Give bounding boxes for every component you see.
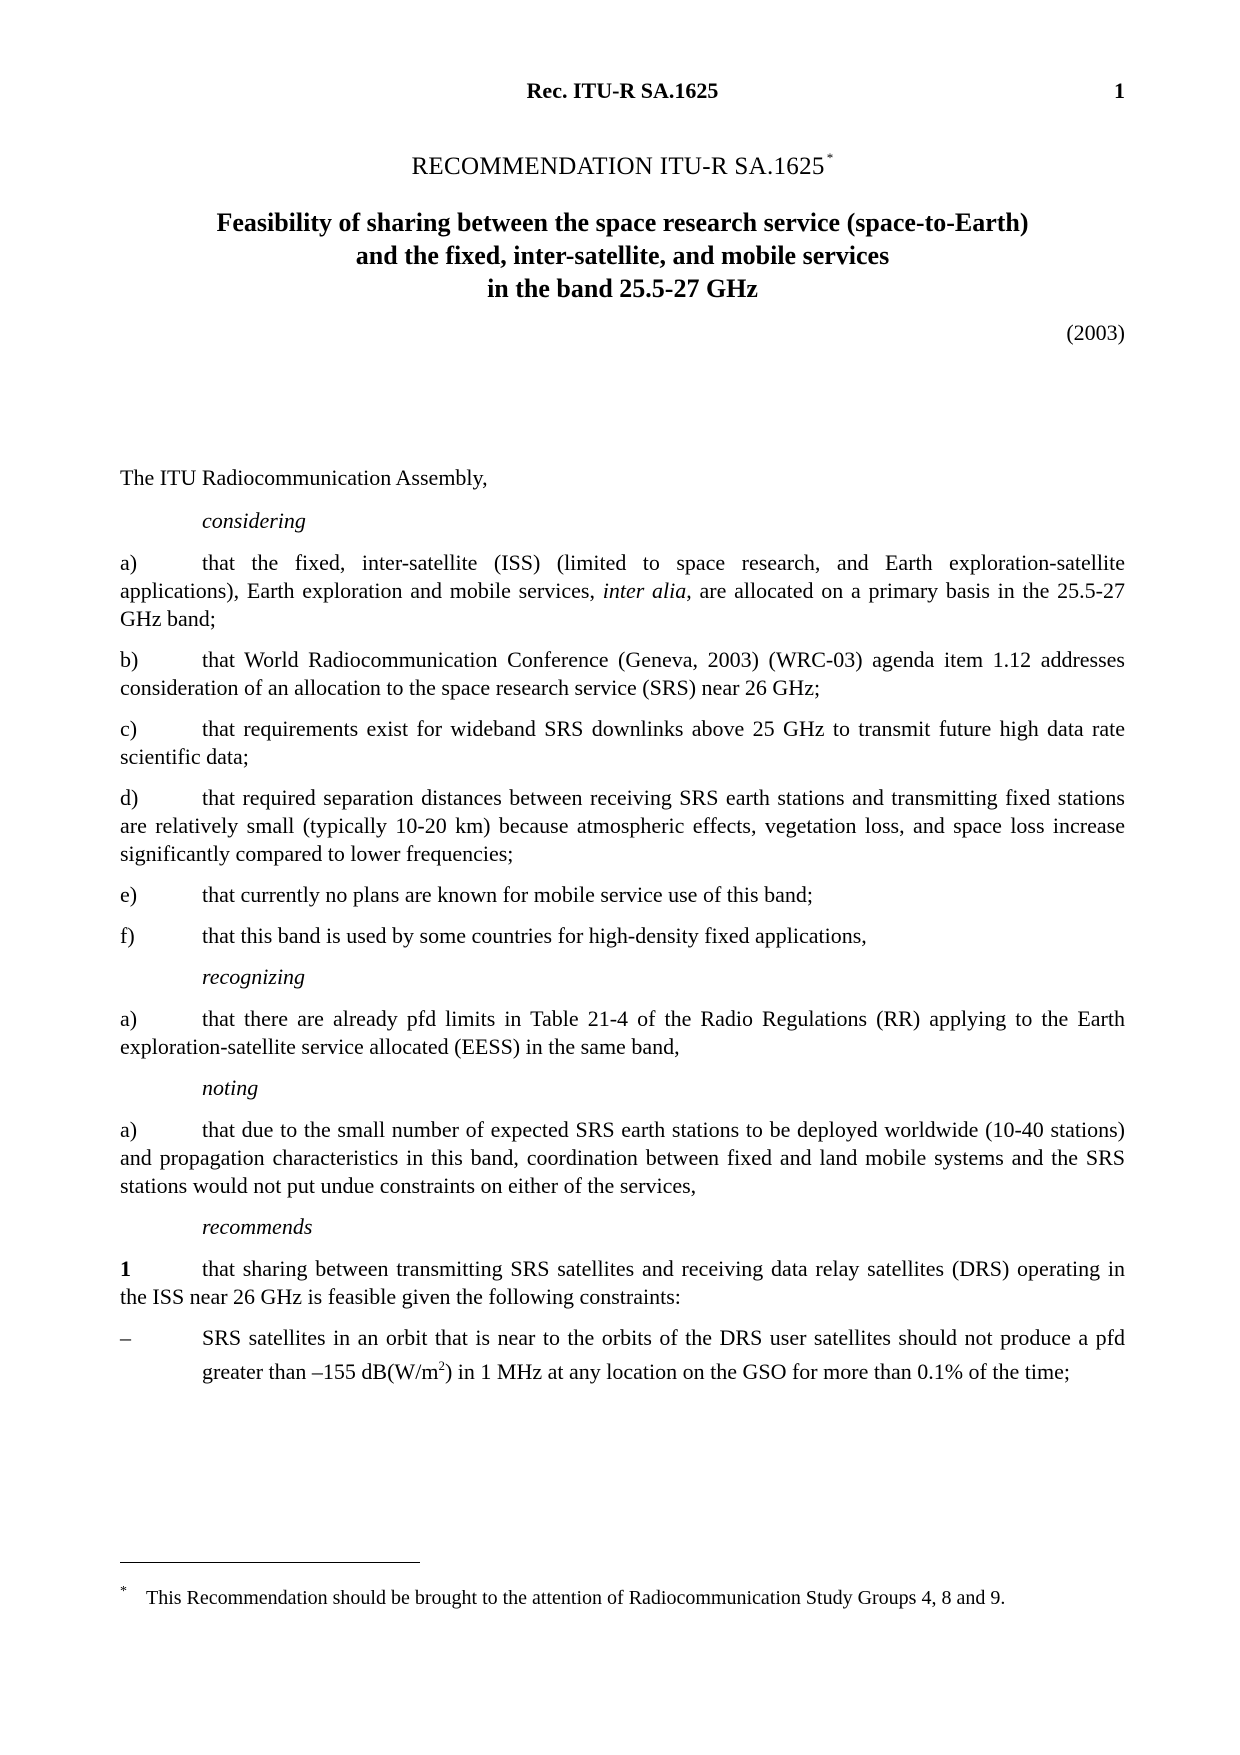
considering-item	[120, 881, 1125, 909]
item-label: a)	[120, 550, 138, 575]
title-line: Feasibility of sharing between the space research service (space-to-Earth)	[216, 208, 1029, 237]
considering-item	[120, 549, 1125, 633]
title-line: in the band 25.5-27 GHz	[487, 274, 758, 303]
running-title: Rec. ITU-R SA.1625	[526, 78, 719, 103]
running-header	[120, 78, 1125, 108]
item-emphasis: inter alia	[602, 578, 687, 603]
considering-item	[120, 784, 1125, 868]
document-title	[120, 206, 1125, 305]
noting-item	[120, 1116, 1125, 1200]
bullet-text-start: SRS satellites in an orbit that is near to the orbits of the DRS user satellites should not produce a pfd greater than –155 dB(W/m	[202, 1325, 1125, 1384]
page-number: 1	[1114, 78, 1125, 103]
dash-marker: –	[120, 1325, 131, 1350]
approval-year: (2003)	[1066, 320, 1125, 345]
considering-heading: considering	[202, 508, 306, 533]
considering-item	[120, 646, 1125, 702]
item-text: that sharing between transmitting SRS satellites and receiving data relay satellites (DRS) operating in the ISS near 26 GHz is feasible given the following constraints:	[120, 1256, 1125, 1309]
considering-item	[120, 922, 1125, 950]
recognizing-item	[120, 1005, 1125, 1061]
item-text: that this band is used by some countries for high-density fixed applications,	[202, 923, 867, 948]
item-label: d)	[120, 785, 139, 810]
bullet-text	[202, 1324, 1125, 1386]
item-text: that there are already pfd limits in Table 21-4 of the Radio Regulations (RR) applying to the Earth exploration-satellite service allocated (EESS) in the same band,	[120, 1006, 1125, 1059]
item-label: e)	[120, 882, 138, 907]
assembly-intro: The ITU Radiocommunication Assembly,	[120, 465, 488, 490]
constraint-bullet	[120, 1324, 1125, 1386]
recommends-heading: recommends	[202, 1214, 313, 1239]
recommends-item	[120, 1255, 1125, 1311]
noting-heading: noting	[202, 1075, 259, 1100]
unit-exponent: 2	[438, 1358, 445, 1373]
recognizing-heading: recognizing	[202, 964, 306, 989]
document-body	[120, 464, 1125, 1399]
item-text: that requirements exist for wideband SRS downlinks above 25 GHz to transmit future high data rate scientific data;	[120, 716, 1125, 769]
footnote-divider	[120, 1562, 420, 1563]
item-label: 1	[120, 1256, 131, 1281]
item-text-cont: , are allocated on a primary basis in the 25.5-27 GHz band;	[120, 578, 1125, 631]
item-text: that due to the small number of expected SRS earth stations to be deployed worldwide (10-40 stations) and propagation characteristics in this band, coordination between fixed and land mobile systems and the SRS stations would not put undue constraints on either of the services,	[120, 1117, 1125, 1198]
item-text: that World Radiocommunication Conference (Geneva, 2003) (WRC-03) agenda item 1.12 addresses consideration of an allocation to the space research service (SRS) near 26 GHz;	[120, 647, 1125, 700]
recommendation-number	[120, 150, 1125, 181]
bullet-text-end: ) in 1 MHz at any location on the GSO for more than 0.1% of the time;	[444, 1359, 1070, 1384]
item-label: f)	[120, 923, 135, 948]
footnote-reference: *	[826, 150, 834, 165]
item-text: that currently no plans are known for mobile service use of this band;	[202, 882, 813, 907]
item-label: c)	[120, 716, 138, 741]
footnote	[120, 1584, 1125, 1612]
item-text: that required separation distances between receiving SRS earth stations and transmitting fixed stations are relatively small (typically 10-20 km) because atmospheric effects, vegetation loss, and space loss increase significantly compared to lower frequencies;	[120, 785, 1125, 866]
item-text: that the fixed, inter-satellite (ISS) (limited to space research, and Earth exploration-satellite applications), Earth exploration and mobile services,	[120, 550, 1125, 603]
recommendation-label: RECOMMENDATION ITU-R SA.1625	[411, 153, 825, 180]
item-label: a)	[120, 1006, 138, 1031]
title-line: and the fixed, inter-satellite, and mobile services	[355, 241, 890, 270]
item-label: b)	[120, 647, 139, 672]
footnote-marker: *	[120, 1584, 127, 1599]
considering-item	[120, 715, 1125, 771]
item-label: a)	[120, 1117, 138, 1142]
footnote-text: This Recommendation should be brought to the attention of Radiocommunication Study Groups 4, 8 and 9.	[146, 1587, 1006, 1609]
